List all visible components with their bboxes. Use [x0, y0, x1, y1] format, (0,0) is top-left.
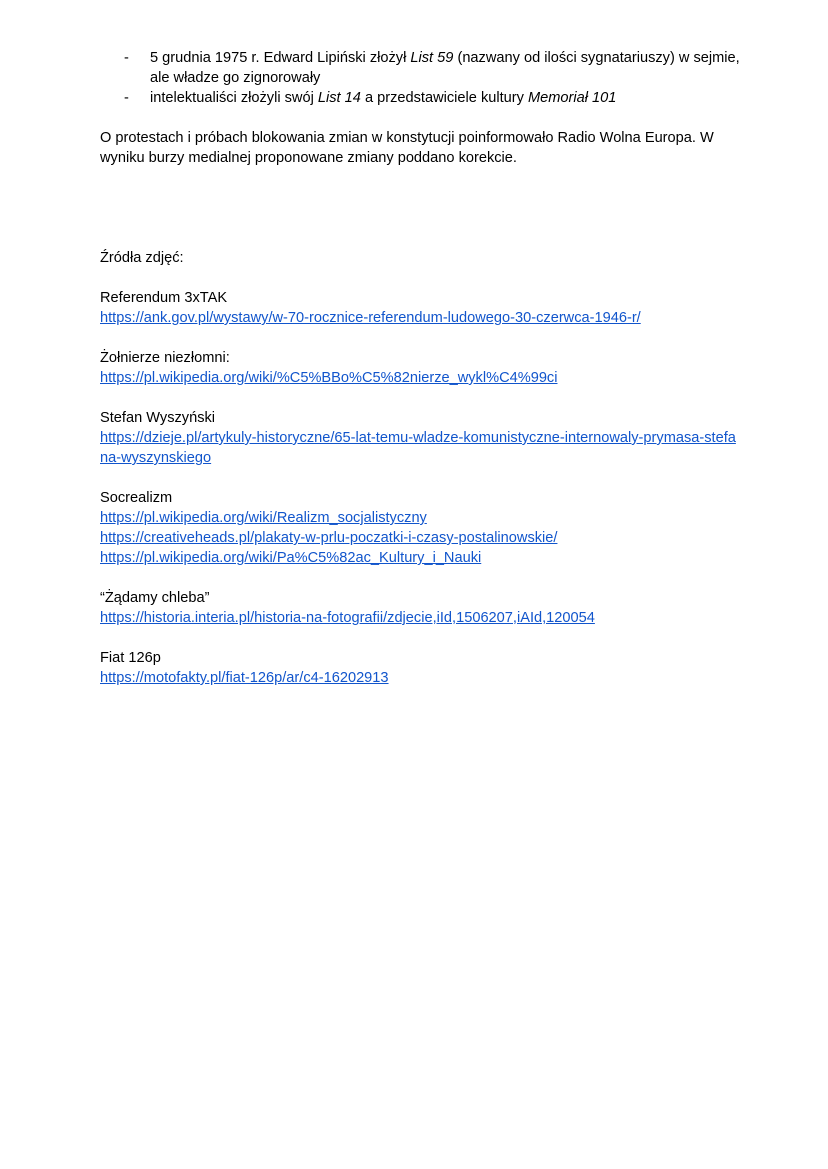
source-link[interactable]: https://dzieje.pl/artykuly-historyczne/65-lat-temu-wladze-komunistyczne-internowaly-prymasa-stefana-wyszynskiego — [100, 430, 736, 466]
source-link[interactable]: https://motofakty.pl/fiat-126p/ar/c4-16202913 — [100, 670, 389, 686]
bullet-list — [100, 48, 740, 108]
bullet-item — [100, 48, 740, 88]
bullet-text: a przedstawiciele kultury — [360, 90, 528, 106]
bullet-marker: - — [124, 50, 129, 66]
source-label: Referendum 3xTAK — [100, 290, 228, 306]
bullet-marker: - — [124, 90, 129, 106]
source-label: Stefan Wyszyński — [100, 410, 216, 426]
source-link[interactable]: https://pl.wikipedia.org/wiki/Pa%C5%82ac_Kultury_i_Nauki — [100, 550, 482, 566]
italic-text: List 59 — [410, 50, 454, 66]
source-link[interactable]: https://historia.interia.pl/historia-na-fotografii/zdjecie,iId,1506207,iAId,120054 — [100, 610, 595, 626]
document-page — [100, 48, 740, 688]
source-link[interactable]: https://pl.wikipedia.org/wiki/Realizm_socjalistyczny — [100, 510, 427, 526]
source-link[interactable]: https://pl.wikipedia.org/wiki/%C5%BBo%C5%82nierze_wykl%C4%99ci — [100, 370, 558, 386]
source-group — [100, 488, 740, 568]
source-group — [100, 288, 740, 328]
source-label: “Żądamy chleba” — [100, 590, 210, 606]
bullet-text: (nazwany od ilości sygnatariuszy) w sejmie, ale władze go zignorowały — [150, 50, 740, 86]
source-link[interactable]: https://ank.gov.pl/wystawy/w-70-rocznice-referendum-ludowego-30-czerwca-1946-r/ — [100, 310, 641, 326]
body-paragraph: O protestach i próbach blokowania zmian w konstytucji poinformowało Radio Wolna Europa. W wyniku burzy medialnej proponowane zmiany poddano korekcie. — [100, 130, 714, 166]
bullet-text: intelektualiści złożyli swój — [150, 90, 318, 106]
sources-heading: Źródła zdjęć: — [100, 250, 184, 266]
source-group — [100, 588, 740, 628]
source-label: Socrealizm — [100, 490, 173, 506]
bullet-item — [100, 88, 740, 108]
bullet-text: 5 grudnia 1975 r. Edward Lipiński złożył — [150, 50, 411, 66]
italic-text: Memoriał 101 — [527, 90, 617, 106]
source-group — [100, 348, 740, 388]
source-label: Fiat 126p — [100, 650, 161, 666]
italic-text: List 14 — [317, 90, 361, 106]
source-group — [100, 648, 740, 688]
sources-list — [100, 288, 740, 688]
source-link[interactable]: https://creativeheads.pl/plakaty-w-prlu-poczatki-i-czasy-postalinowskie/ — [100, 530, 558, 546]
source-group — [100, 408, 740, 468]
source-label: Żołnierze niezłomni: — [100, 350, 230, 366]
